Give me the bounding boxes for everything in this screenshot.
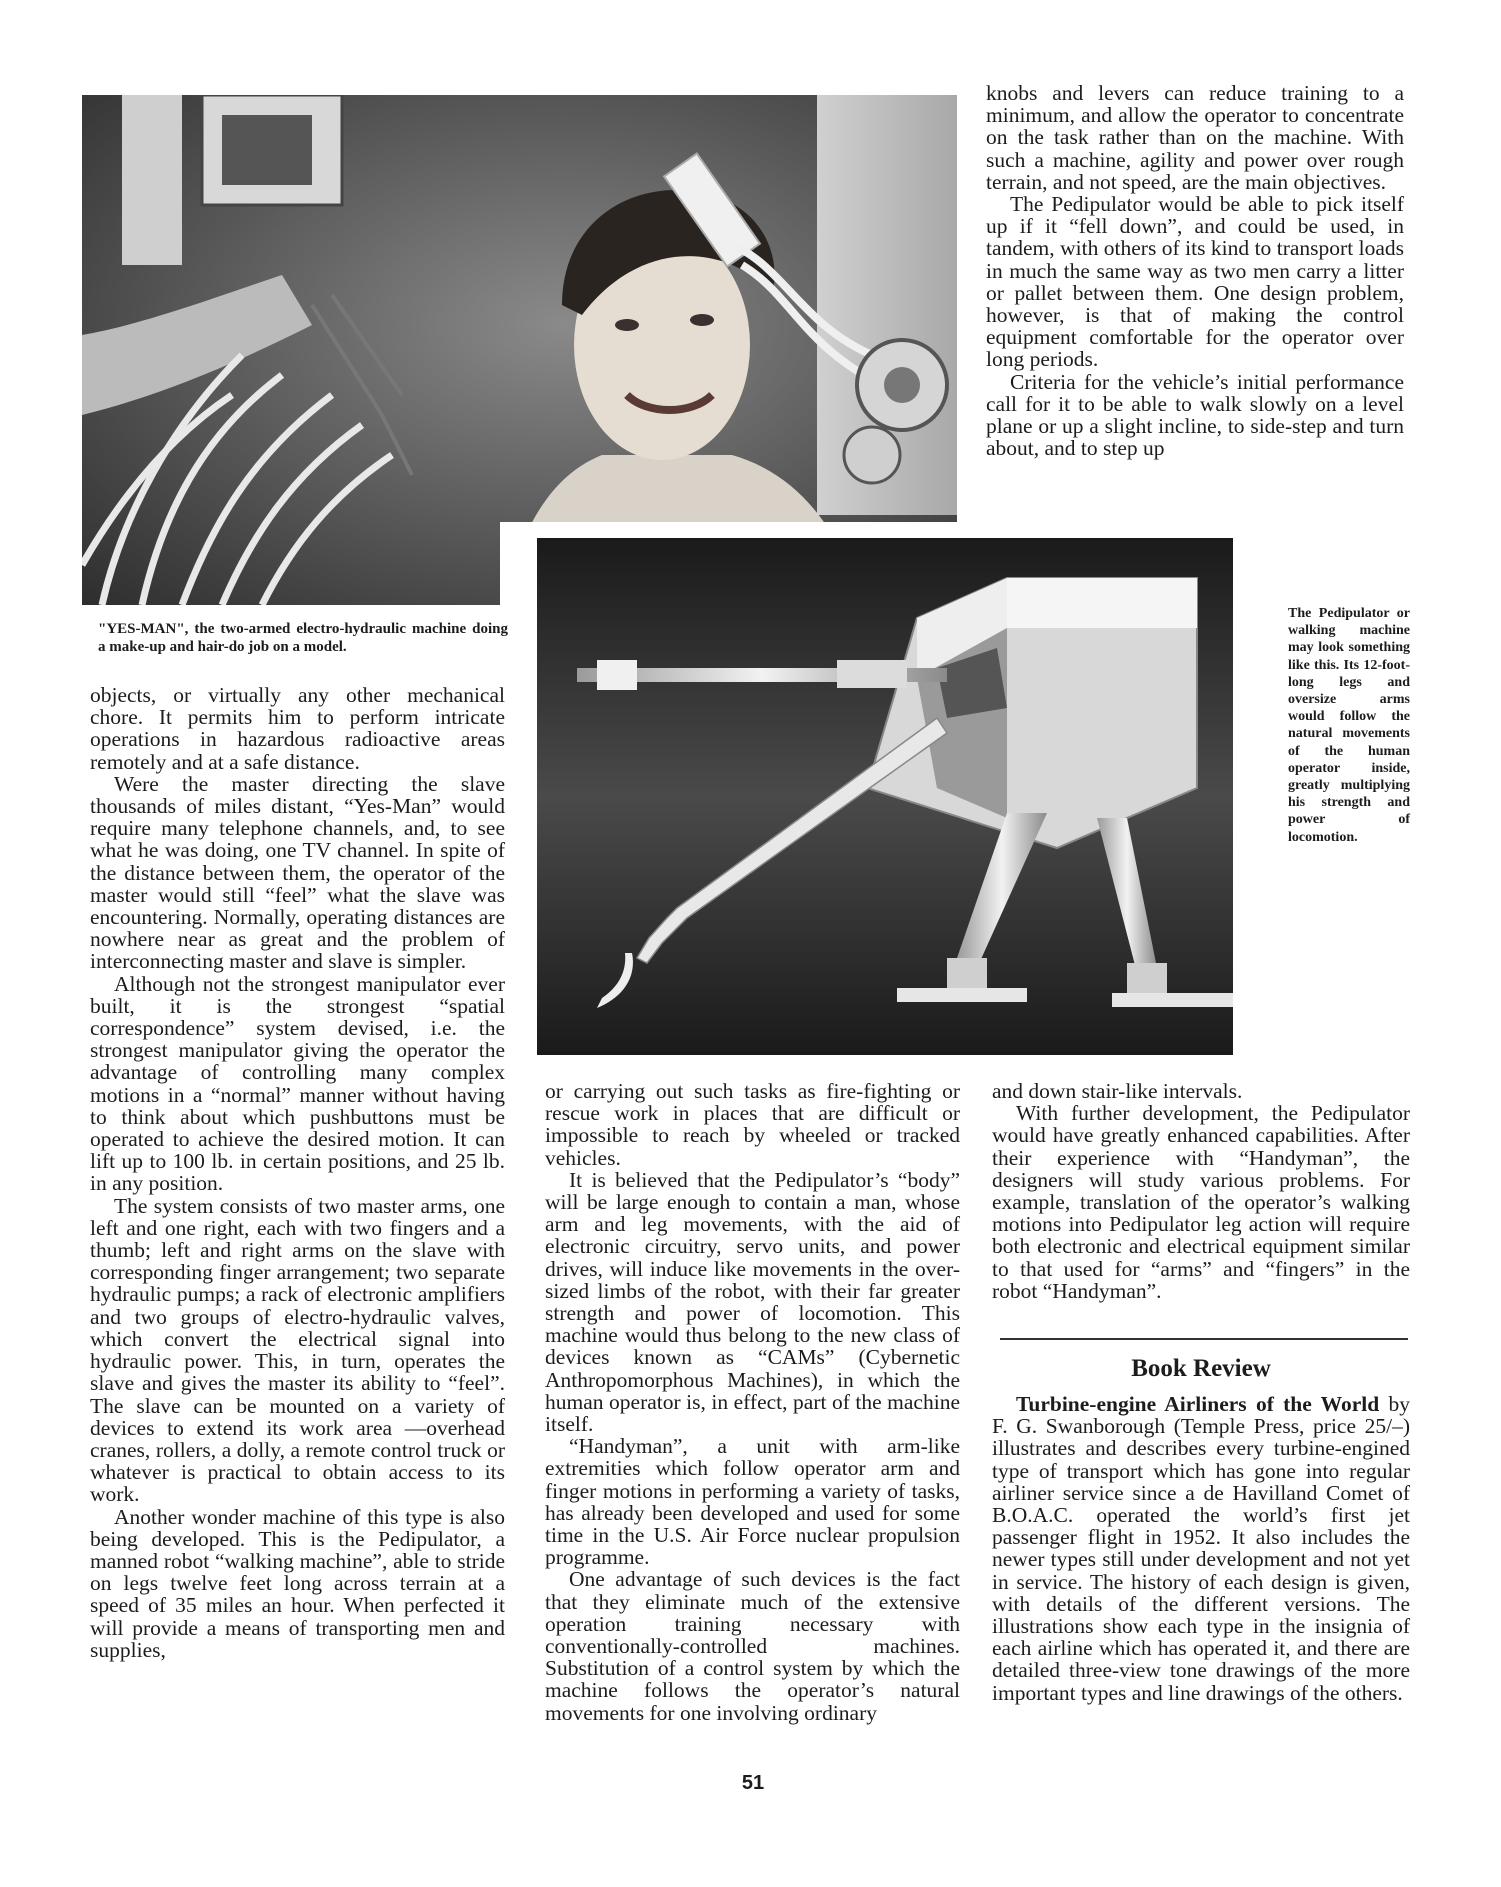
book-title: Turbine-engine Airliners of the World — [1016, 1392, 1380, 1416]
paragraph: Criteria for the vehicle’s initial performance call for it to be able to walk slowly on a level plane or up a slight incline, to side-step and turn about, and to step up — [986, 369, 1404, 461]
pedipulator-photo — [537, 538, 1233, 1055]
book-review-heading: Book Review — [1131, 1355, 1271, 1382]
column-top-right — [986, 82, 1404, 459]
paragraph: and down stair-like intervals. — [992, 1079, 1243, 1103]
pedipulator-photo-drawing — [537, 538, 1233, 1055]
column-right — [992, 1080, 1410, 1302]
paragraph: The Pedipulator would be able to pick itself up if it “fell down”, and could be used, in tandem, with others of its kind to transport loads in much the same way as two men carry a litter or pallet between them. One design problem, however, is that of making the control equipment comfortable for the operator over long periods. — [986, 192, 1404, 372]
pedipulator-caption: The Pedipulator or walking machine may look something like this. Its 12-foot-long legs and oversize arms would follow the natural movements of the human operator inside, greatly multiplying his strength and power of locomotion. — [1288, 606, 1410, 845]
section-divider — [1000, 1338, 1408, 1340]
paragraph: With further development, the Pedipulator would have greatly enhanced capabilities. After their experience with “Handyman”, the designers will study various problems. For example, translation of the operator’s walking motions into Pedipulator leg action will require both electronic and electrical equipment similar to that used for “arms” and “fingers” in the robot “Handyman”. — [992, 1101, 1410, 1303]
book-review-paragraph — [992, 1393, 1410, 1704]
paragraph: knobs and levers can reduce training to a minimum, and allow the operator to concentrate on the task rather than on the machine. With such a machine, agility and power over rough terrain, and not speed, are the main objectives. — [986, 81, 1404, 194]
yes-man-caption: "YES-MAN", the two-armed electro-hydraulic machine doing a make-up and hair-do job on a model. — [98, 621, 508, 655]
column-middle — [545, 1080, 960, 1724]
paragraph: It is believed that the Pedipulator’s “body” will be large enough to contain a man, whose arm and leg movements, with the aid of electronic circuitry, servo units, and power drives, will induce like movements in the over-sized limbs of the robot, with their far greater strength and power of locomotion. This machine would thus belong to the new class of devices known as “CAMs” (Cybernetic Anthropomorphous Machines), in which the human operator is, in effect, part of the machine itself. — [545, 1167, 960, 1437]
column-left — [90, 684, 505, 1661]
book-review-body — [992, 1393, 1410, 1704]
paragraph: Although not the strongest manipulator ever built, it is the strongest “spatial correspondence” system devised, i.e. the strongest manipulator giving the operator the advantage of controlling many complex motions in a “normal” manner without having to think about which pushbuttons must be operated to achieve the desired motion. It can lift up to 100 lb. in certain positions, and 25 lb. in any position. — [90, 971, 505, 1196]
paragraph: One advantage of such devices is the fact that they eliminate much of the extensive operation training necessary with conventionally-controlled machines. Substitution of a control system by which the machine follows the operator’s natural movements for one involving ordinary — [545, 1567, 960, 1725]
book-review-text: by F. G. Swanborough (Temple Press, price 25/–) illustrates and describes every turbine-engined type of transport which has gone into regular airliner service since a de Havilland Comet of B.O.A.C. operated the world’s first jet passenger flight in 1952. It also includes the newer types still under development and not yet in service. The history of each design is given, with details of the different versions. The illustrations show each type in the insignia of each airline which has operated it, and there are detailed three-view tone drawings of the more important types and line drawings of the others. — [992, 1392, 1410, 1705]
paragraph: Were the master directing the slave thousands of miles distant, “Yes-Man” would require many telephone channels, and, to see what he was doing, one TV channel. In spite of the distance between them, the operator of the master would still “feel” what the slave was encountering. Normally, operating distances are nowhere near as great and the problem of interconnecting master and slave is simpler. — [90, 771, 505, 974]
paragraph: The system consists of two master arms, one left and one right, each with two fingers and a thumb; left and right arms on the slave with corresponding finger arrangement; two separate hydraulic pumps; a rack of electronic amplifiers and two groups of electro-hydraulic valves, which convert the electrical signal into hydraulic power. This, in turn, operates the slave and gives the master its ability to “feel”. The slave can be mounted on a variety of devices to extend its work area —overhead cranes, rollers, a dolly, a remote control truck or whatever is practical to obtain access to its work. — [90, 1193, 505, 1507]
paragraph: Another wonder machine of this type is also being developed. This is the Pedipulator, a manned robot “walking machine”, able to stride on legs twelve feet long across terrain at a speed of 35 miles an hour. When perfected it will provide a means of transporting men and supplies, — [90, 1504, 505, 1662]
page-number: 51 — [741, 1772, 765, 1794]
paragraph: “Handyman”, a unit with arm-like extremities which follow operator arm and finger motions in performing a variety of tasks, has already been developed and used for some time in the U.S. Air Force nuclear propulsion programme. — [545, 1434, 960, 1570]
paragraph: or carrying out such tasks as fire-fighting or rescue work in places that are difficult or impossible to reach by wheeled or tracked vehicles. — [545, 1079, 960, 1170]
paragraph: objects, or virtually any other mechanical chore. It permits him to perform intricate operations in hazardous radioactive areas remotely and at a safe distance. — [90, 683, 505, 774]
